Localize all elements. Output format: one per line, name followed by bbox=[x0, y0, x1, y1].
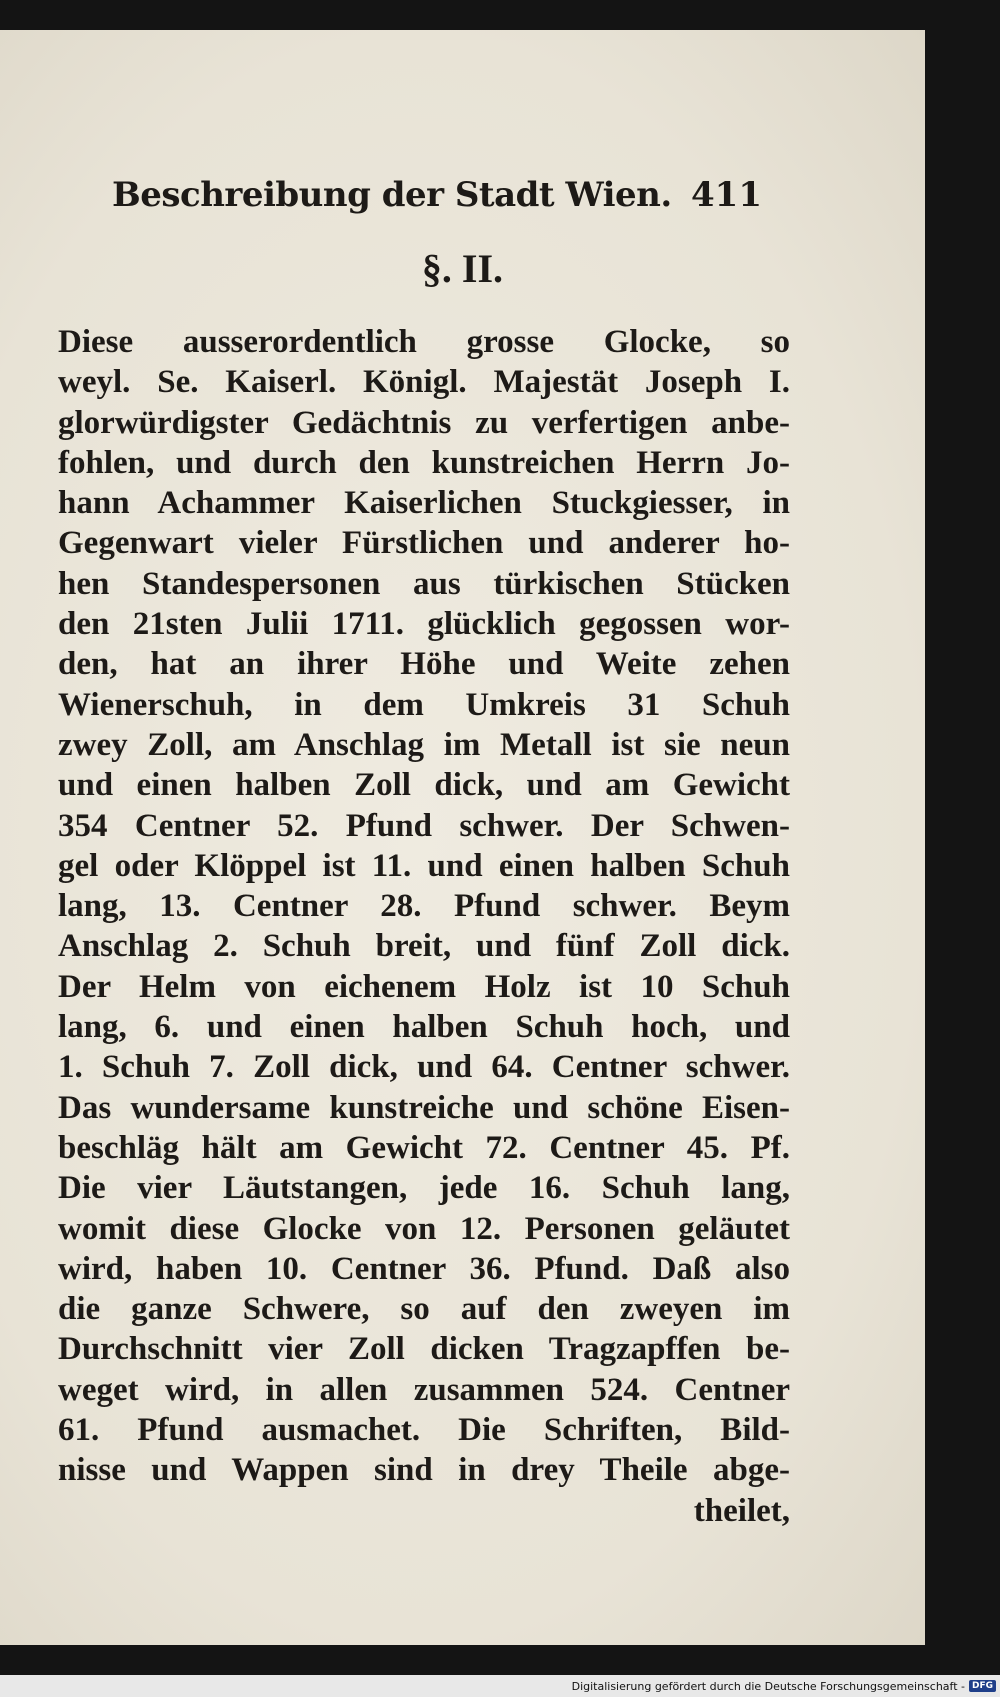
text-line: Gegenwart vieler Fürstlichen und anderer ho- bbox=[58, 525, 790, 562]
text-line: den, hat an ihrer Höhe und Weite zehen bbox=[58, 646, 790, 683]
text-line: theilet, bbox=[693, 1492, 790, 1529]
text-line: hann Achammer Kaiserlichen Stuckgiesser, in bbox=[58, 485, 790, 522]
text-line: Die vier Läutstangen, jede 16. Schuh lang, bbox=[58, 1170, 790, 1207]
text-line: Diese ausserordentlich grosse Glocke, so bbox=[58, 324, 790, 360]
text-line: 61. Pfund ausmachet. Die Schriften, Bild- bbox=[58, 1412, 790, 1449]
text-line: lang, 6. und einen halben Schuh hoch, und bbox=[58, 1009, 790, 1046]
text-line: und einen halben Zoll dick, und am Gewicht bbox=[58, 767, 790, 804]
text-line: hen Standespersonen aus türkischen Stücken bbox=[58, 565, 790, 602]
text-line: wird, haben 10. Centner 36. Pfund. Daß also bbox=[58, 1250, 790, 1287]
text-line: fohlen, und durch den kunstreichen Herrn Jo- bbox=[58, 444, 790, 481]
text-line: lang, 13. Centner 28. Pfund schwer. Beym bbox=[58, 888, 790, 925]
text-line: zwey Zoll, am Anschlag im Metall ist sie neun bbox=[58, 726, 790, 763]
page-number: 411 bbox=[691, 175, 762, 215]
text-line: 354 Centner 52. Pfund schwer. Der Schwen- bbox=[58, 807, 790, 844]
text-line: Wienerschuh, in dem Umkreis 31 Schuh bbox=[58, 686, 790, 723]
text-line: den 21sten Julii 1711. glücklich gegossen wor- bbox=[58, 606, 790, 643]
text-line: beschläg hält am Gewicht 72. Centner 45. Pf. bbox=[58, 1129, 790, 1166]
text-line: glorwürdigster Gedächtnis zu verfertigen anbe- bbox=[58, 404, 790, 441]
text-line: 1. Schuh 7. Zoll dick, und 64. Centner schwer. bbox=[58, 1049, 790, 1086]
digitization-footer bbox=[0, 1675, 1000, 1697]
book-page bbox=[0, 30, 925, 1645]
text-line: die ganze Schwere, so auf den zweyen im bbox=[58, 1291, 790, 1328]
footer-credit: Digitalisierung gefördert durch die Deutsche Forschungsgemeinschaft - bbox=[571, 1679, 965, 1693]
text-line: Anschlag 2. Schuh breit, und fünf Zoll dick. bbox=[58, 928, 790, 965]
text-line: Das wundersame kunstreiche und schöne Eisen- bbox=[58, 1089, 790, 1126]
dfg-logo: DFG bbox=[969, 1680, 996, 1692]
text-line: Durchschnitt vier Zoll dicken Tragzapffen be- bbox=[58, 1331, 790, 1368]
running-head: Beschreibung der Stadt Wien. bbox=[112, 175, 672, 215]
text-line: Der Helm von eichenem Holz ist 10 Schuh bbox=[58, 968, 790, 1005]
text-line: weyl. Se. Kaiserl. Königl. Majestät Joseph I. bbox=[58, 364, 790, 401]
page-header bbox=[112, 175, 762, 225]
text-line: womit diese Glocke von 12. Personen geläutet bbox=[58, 1210, 790, 1247]
text-line: nisse und Wappen sind in drey Theile abge- bbox=[58, 1452, 790, 1489]
section-heading: §. II. bbox=[421, 246, 504, 291]
text-line: weget wird, in allen zusammen 524. Centner bbox=[58, 1371, 790, 1408]
text-line: gel oder Klöppel ist 11. und einen halben Schuh bbox=[58, 847, 790, 884]
body-text bbox=[58, 322, 790, 1531]
